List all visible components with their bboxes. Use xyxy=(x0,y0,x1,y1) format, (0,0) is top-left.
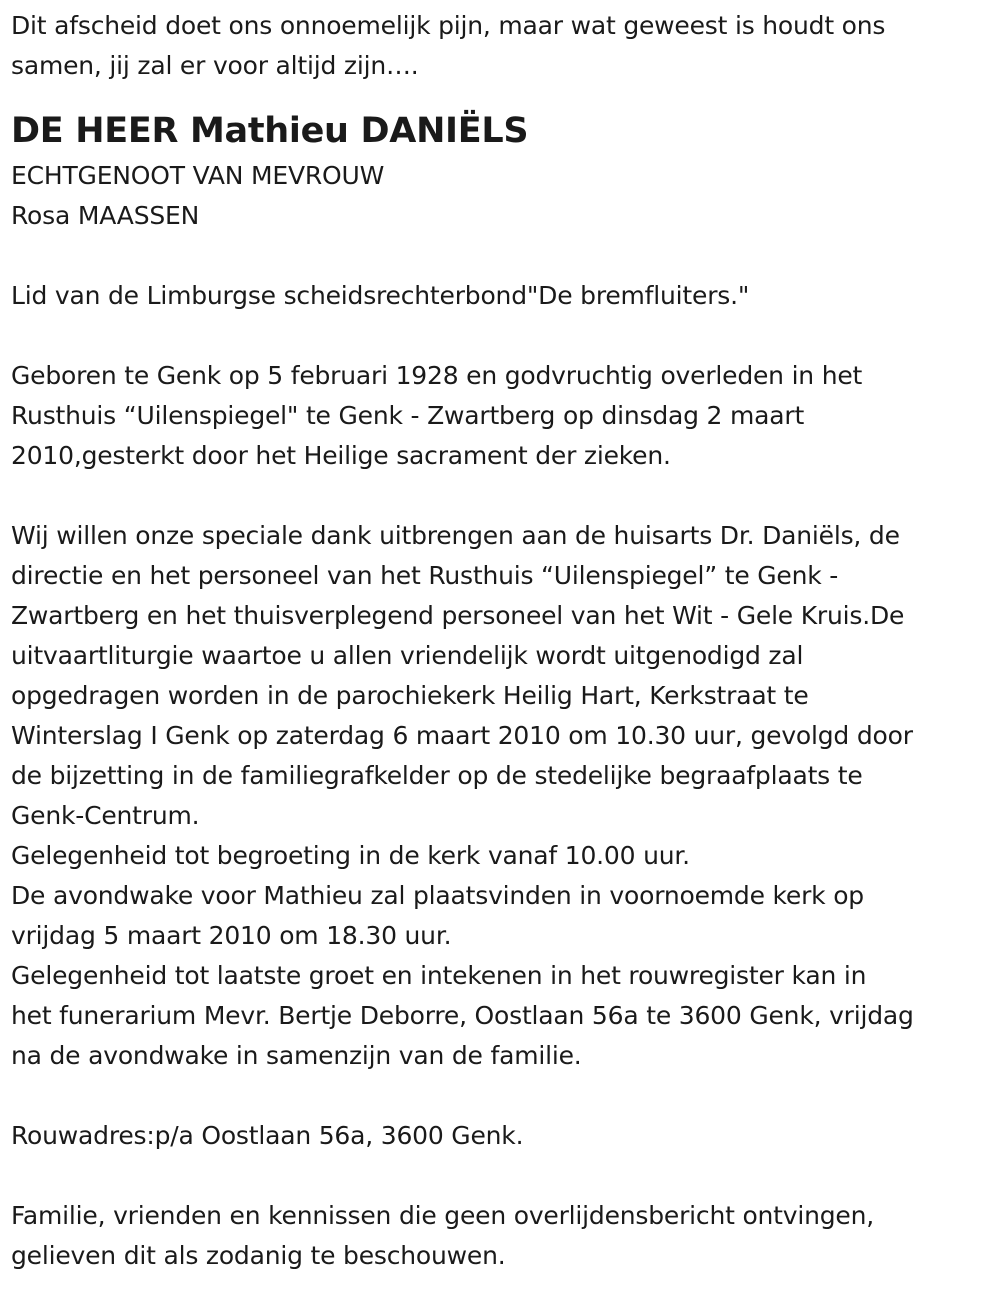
paragraph-line: Genk-Centrum. xyxy=(11,801,200,830)
paragraph-line: het funerarium Mevr. Bertje Deborre, Oostlaan 56a te 3600 Genk, vrijdag xyxy=(11,1001,914,1030)
spacer xyxy=(11,476,996,516)
paragraph-line: Geboren te Genk op 5 februari 1928 en godvruchtig overleden in het xyxy=(11,361,863,390)
closing-paragraph xyxy=(11,1196,996,1276)
paragraph-line: opgedragen worden in de parochiekerk Heilig Hart, Kerkstraat te xyxy=(11,681,809,710)
paragraph-line: 2010,gesterkt door het Heilige sacrament der zieken. xyxy=(11,441,671,470)
paragraph-line: Gelegenheid tot laatste groet en intekenen in het rouwregister kan in xyxy=(11,961,867,990)
paragraph-line: uitvaartliturgie waartoe u allen vriendelijk wordt uitgenodigd zal xyxy=(11,641,804,670)
spouse-block xyxy=(11,156,996,236)
opening-verse xyxy=(11,6,996,86)
spouse-line: ECHTGENOOT VAN MEVROUW xyxy=(11,161,385,190)
details-paragraph xyxy=(11,516,996,1076)
paragraph-line: de bijzetting in de familiegrafkelder op de stedelijke begraafplaats te xyxy=(11,761,863,790)
membership-line: Lid van de Limburgse scheidsrechterbond"De bremfluiters." xyxy=(11,281,750,310)
birth-death-paragraph xyxy=(11,356,996,476)
opening-line: samen, jij zal er voor altijd zijn…. xyxy=(11,51,419,80)
paragraph-line: gelieven dit als zodanig te beschouwen. xyxy=(11,1241,506,1270)
spacer xyxy=(11,236,996,276)
paragraph-line: Zwartberg en het thuisverplegend personeel van het Wit - Gele Kruis.De xyxy=(11,601,905,630)
obituary-notice xyxy=(11,6,996,1276)
paragraph-line: De avondwake voor Mathieu zal plaatsvinden in voornoemde kerk op xyxy=(11,881,864,910)
spacer xyxy=(11,1076,996,1116)
paragraph-line: Wij willen onze speciale dank uitbrengen aan de huisarts Dr. Daniëls, de xyxy=(11,521,900,550)
spouse-line: Rosa MAASSEN xyxy=(11,201,200,230)
paragraph-line: directie en het personeel van het Rusthuis “Uilenspiegel” te Genk - xyxy=(11,561,839,590)
spacer xyxy=(11,1156,996,1196)
spacer xyxy=(11,316,996,356)
paragraph-line: na de avondwake in samenzijn van de familie. xyxy=(11,1041,582,1070)
opening-line: Dit afscheid doet ons onnoemelijk pijn, maar wat geweest is houdt ons xyxy=(11,11,886,40)
paragraph-line: Gelegenheid tot begroeting in de kerk vanaf 10.00 uur. xyxy=(11,841,690,870)
paragraph-line: Familie, vrienden en kennissen die geen overlijdensbericht ontvingen, xyxy=(11,1201,875,1230)
paragraph-line: Rusthuis “Uilenspiegel" te Genk - Zwartberg op dinsdag 2 maart xyxy=(11,401,805,430)
paragraph-line: vrijdag 5 maart 2010 om 18.30 uur. xyxy=(11,921,452,950)
mourning-address: Rouwadres:p/a Oostlaan 56a, 3600 Genk. xyxy=(11,1121,524,1150)
paragraph-line: Winterslag I Genk op zaterdag 6 maart 2010 om 10.30 uur, gevolgd door xyxy=(11,721,913,750)
deceased-name: DE HEER Mathieu DANIËLS xyxy=(11,111,529,151)
